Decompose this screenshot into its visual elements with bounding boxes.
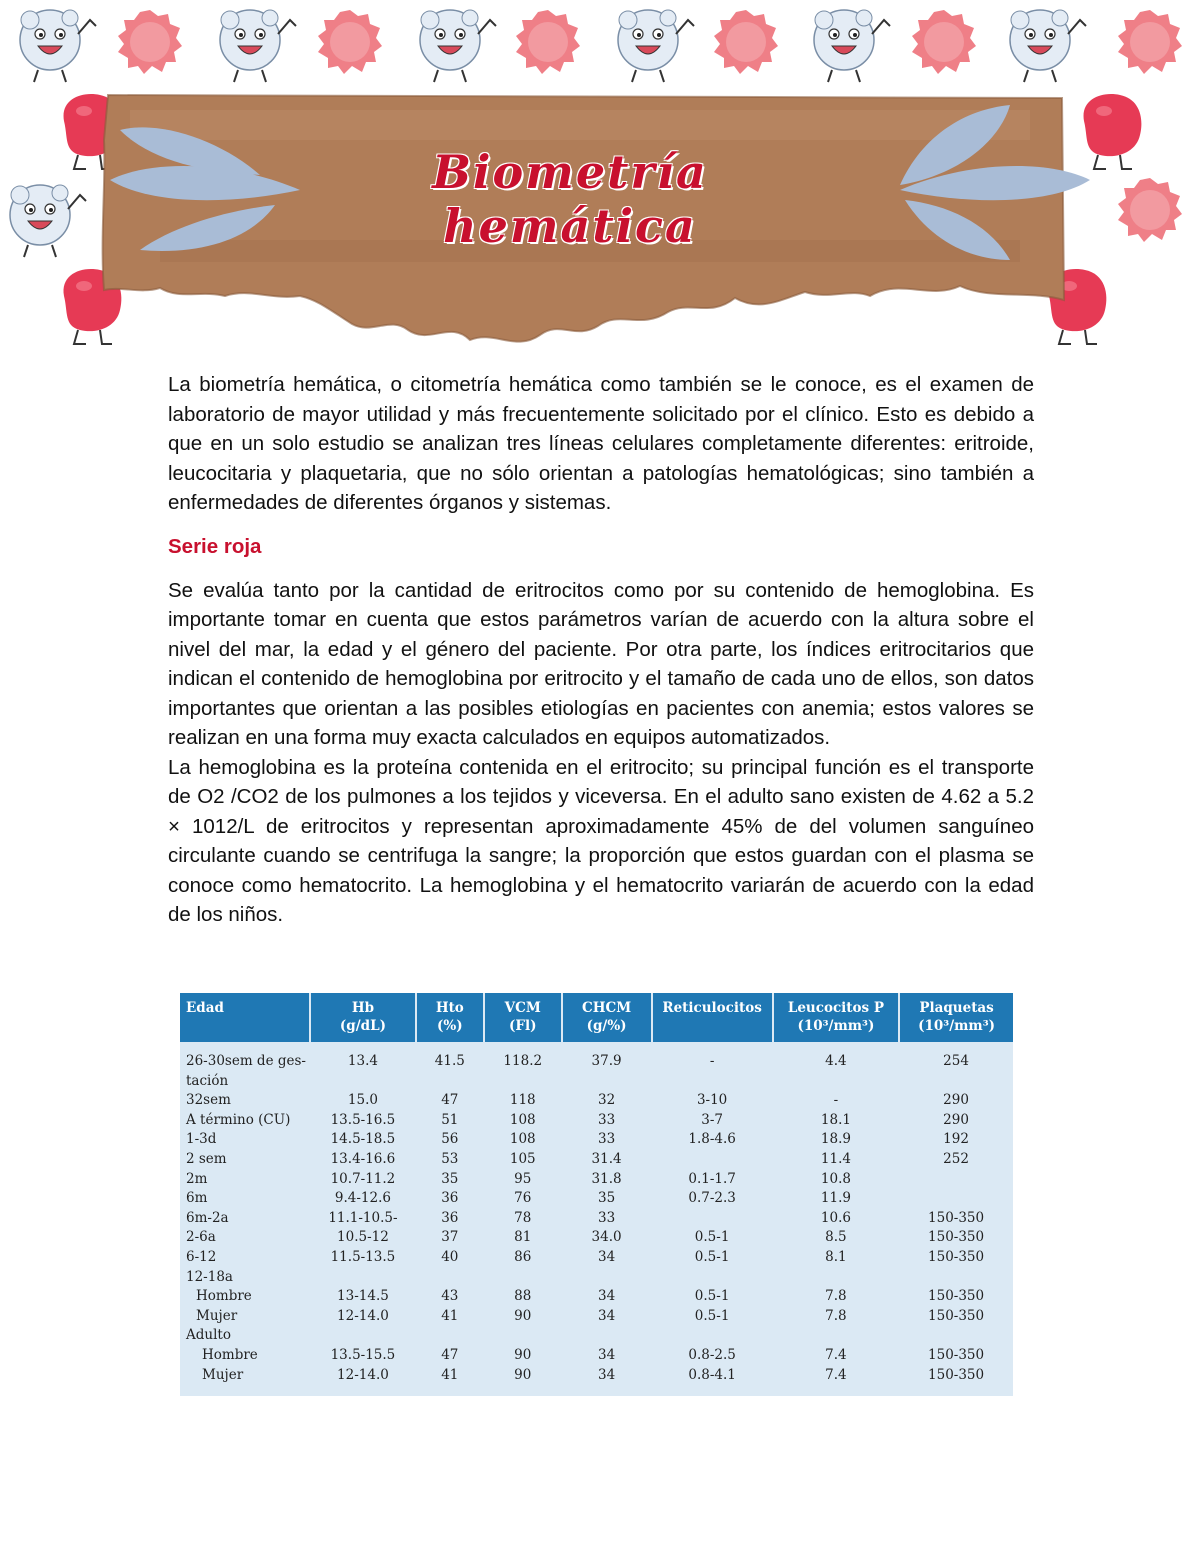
table-cell-edad: 26-30sem de ges- tación: [186, 1053, 306, 1089]
column-header-label: Hb: [351, 1000, 375, 1016]
table-cell-hb: 15.0: [347, 1092, 378, 1109]
table-cell-reticulocitos: 0.5-1: [694, 1229, 730, 1246]
table-cell-leucocitos: 4.4: [825, 1053, 847, 1069]
table-cell-plaquetas: 150-350: [928, 1288, 985, 1305]
table-cell-vcm: 90: [514, 1346, 532, 1363]
table-cell-edad: Hombre: [202, 1346, 258, 1363]
table-cell-hto: 51: [441, 1111, 459, 1128]
table-row: [180, 1170, 1013, 1190]
table-cell-chcm: 34: [597, 1346, 616, 1363]
table-cell-hto: [416, 1268, 484, 1288]
table-header-row: [180, 993, 1013, 1042]
table-cell-edad: A término (CU): [186, 1111, 291, 1128]
table-cell-vcm: 88: [514, 1288, 532, 1305]
table-cell-vcm: 90: [514, 1366, 532, 1383]
table-cell-hb: 11.1-10.5-: [328, 1209, 398, 1226]
table-cell-edad: 12-18a: [186, 1268, 233, 1285]
table-row: [180, 1130, 1013, 1150]
table-row: [180, 1307, 1013, 1327]
column-header-label: VCM: [504, 1000, 541, 1016]
table-cell-hb: [310, 1326, 416, 1346]
table-row: [180, 1111, 1013, 1131]
column-header-unit: (Fl): [509, 1018, 537, 1034]
table-cell-reticulocitos: 0.1-1.7: [688, 1170, 736, 1187]
table-cell-reticulocitos: [652, 1150, 773, 1170]
table-cell-hto: 47: [441, 1346, 459, 1363]
table-cell-edad: 1-3d: [186, 1131, 217, 1148]
table-cell-vcm: 81: [514, 1229, 532, 1246]
column-header-unit: (g/%): [586, 1018, 627, 1034]
table-cell-vcm: [484, 1268, 562, 1288]
table-cell-chcm: 33: [597, 1131, 616, 1148]
table-cell-leucocitos: [773, 1326, 899, 1346]
table-cell-edad: Mujer: [202, 1366, 244, 1383]
table-cell-leucocitos: 10.6: [820, 1209, 851, 1226]
table-cell-plaquetas: 290: [943, 1111, 969, 1128]
table-cell-hb: 12-14.0: [337, 1307, 389, 1324]
table-cell-edad: 6-12: [186, 1248, 217, 1265]
table-cell-hto: 36: [441, 1190, 459, 1207]
table-cell-reticulocitos: 0.8-2.5: [688, 1346, 736, 1363]
table-cell-reticulocitos: 1.8-4.6: [688, 1131, 736, 1148]
table-cell-vcm: 76: [514, 1190, 532, 1207]
table-cell-plaquetas: 150-350: [928, 1209, 985, 1226]
table-cell-hb: 13.4-16.6: [330, 1150, 396, 1167]
table-row: [180, 1150, 1013, 1170]
column-header-leucocitos: [773, 993, 899, 1042]
table-cell-hto: 37: [441, 1229, 459, 1246]
table-cell-chcm: 34: [597, 1307, 616, 1324]
table-row: [180, 1228, 1013, 1248]
table-cell-leucocitos: 7.8: [825, 1288, 847, 1305]
table-cell-chcm: 31.8: [591, 1170, 622, 1187]
table-cell-chcm: 34: [597, 1366, 616, 1383]
table-cell-leucocitos: 18.1: [820, 1111, 851, 1128]
table-cell-hb: 9.4-12.6: [334, 1190, 391, 1207]
table-cell-hto: 41: [441, 1307, 459, 1324]
table-cell-edad: 2 sem: [186, 1150, 227, 1167]
table-cell-hb: 10.5-12: [337, 1229, 389, 1246]
table-row: [180, 1189, 1013, 1209]
table-cell-chcm: 34.0: [591, 1229, 622, 1246]
table-cell-edad: Adulto: [186, 1327, 231, 1344]
table-row: [180, 1209, 1013, 1229]
table-cell-leucocitos: 11.9: [820, 1190, 851, 1207]
table-cell-hb: 12-14.0: [337, 1366, 389, 1383]
table-cell-vcm: 105: [509, 1150, 536, 1167]
column-header-unit: [657, 1017, 768, 1035]
table-cell-chcm: [562, 1268, 652, 1288]
table-cell-plaquetas: 150-350: [928, 1248, 985, 1265]
table-cell-hto: 53: [441, 1150, 459, 1167]
column-header-label: Hto: [435, 1000, 464, 1016]
table-cell-chcm: 31.4: [591, 1150, 622, 1167]
table-row: [180, 1091, 1013, 1111]
column-header-reticulocitos: [652, 993, 773, 1042]
table-cell-plaquetas: 150-350: [928, 1229, 985, 1246]
table-cell-plaquetas: 192: [943, 1131, 969, 1148]
table-row: [180, 1248, 1013, 1268]
column-header-unit: (%): [437, 1018, 463, 1034]
table-cell-leucocitos: 7.4: [825, 1346, 847, 1363]
table-cell-leucocitos: 10.8: [820, 1170, 851, 1187]
table-cell-leucocitos: 8.5: [825, 1229, 847, 1246]
table-cell-hb: 13-14.5: [337, 1288, 389, 1305]
table-cell-plaquetas: [899, 1326, 1013, 1346]
table-cell-vcm: 86: [514, 1248, 532, 1265]
table-cell-reticulocitos: [652, 1326, 773, 1346]
table-cell-vcm: 95: [514, 1170, 532, 1187]
table-cell-hb: 14.5-18.5: [330, 1131, 396, 1148]
table-cell-leucocitos: [773, 1268, 899, 1288]
table-cell-edad: Mujer: [196, 1307, 238, 1324]
table-cell-plaquetas: 252: [943, 1150, 969, 1167]
table-cell-vcm: 118.2: [503, 1053, 543, 1069]
table-cell-vcm: 108: [509, 1131, 536, 1148]
column-header-hb: [310, 993, 416, 1042]
table-cell-reticulocitos: 3-10: [696, 1092, 728, 1109]
table-cell-reticulocitos: -: [709, 1053, 715, 1069]
table-cell-hto: 41: [441, 1366, 459, 1383]
table-cell-vcm: [484, 1326, 562, 1346]
column-header-unit: (10³/mm³): [918, 1018, 996, 1034]
column-header-unit: (10³/mm³): [797, 1018, 875, 1034]
table-row: [180, 1346, 1013, 1366]
table-cell-edad: 2m: [186, 1170, 208, 1187]
column-header-label: Reticulocitos: [662, 1000, 762, 1016]
table-cell-reticulocitos: 0.5-1: [694, 1288, 730, 1305]
header-banner: [0, 0, 1200, 360]
column-header-label: Leucocitos P: [787, 1000, 884, 1016]
table-cell-hb: [310, 1268, 416, 1288]
table-cell-hto: 36: [441, 1209, 459, 1226]
reference-values-table: [180, 993, 1013, 1396]
document-body: [168, 370, 1034, 930]
table-cell-reticulocitos: 0.5-1: [694, 1248, 730, 1265]
table-cell-plaquetas: [899, 1189, 1013, 1209]
table-cell-edad: 6m-2a: [186, 1209, 229, 1226]
column-header-vcm: [484, 993, 562, 1042]
table-cell-plaquetas: 150-350: [928, 1366, 985, 1383]
table-cell-plaquetas: 290: [943, 1092, 969, 1109]
table-row: [180, 1287, 1013, 1307]
table-cell-hb: 13.5-16.5: [330, 1111, 396, 1128]
table-cell-edad: 32sem: [186, 1092, 231, 1109]
column-header-label: Edad: [186, 1000, 224, 1016]
table-cell-chcm: 37.9: [591, 1053, 622, 1069]
table-cell-chcm: 34: [597, 1248, 616, 1265]
table-cell-plaquetas: [899, 1268, 1013, 1288]
table-cell-edad: 6m: [186, 1190, 208, 1207]
table-cell-chcm: 33: [597, 1209, 616, 1226]
column-header-chcm: [562, 993, 652, 1042]
table-cell-leucocitos: 11.4: [820, 1150, 851, 1167]
table-cell-leucocitos: 7.8: [825, 1307, 847, 1324]
table-body: [180, 1042, 1013, 1385]
table-cell-reticulocitos: [652, 1268, 773, 1288]
table-cell-plaquetas: 150-350: [928, 1346, 985, 1363]
table-cell-hb: 13.4: [347, 1053, 378, 1069]
column-header-unit: (g/dL): [339, 1018, 386, 1034]
paragraph-serie-roja-1: Se evalúa tanto por la cantidad de eritrocitos como por su contenido de hemoglobina. Es importante tomar en cuenta que estos parámetros varían de acuerdo con la altura sobre el nivel del mar, la edad y el género del paciente. Por otra parte, los índices eritrocitarios que indican el contenido de hemoglobina por eritrocito y el tamaño de cada uno de ellos, son datos importantes que orientan a las posibles etiologías en pacientes con anemia; estos valores se realizan en una forma muy exacta calculados en equipos automatizados.: [168, 578, 1034, 749]
table-cell-leucocitos: 8.1: [825, 1248, 847, 1265]
table-row: [180, 1268, 1013, 1288]
column-header-hto: [416, 993, 484, 1042]
table-cell-chcm: 35: [597, 1190, 616, 1207]
table-cell-leucocitos: 7.4: [825, 1366, 847, 1383]
table-cell-vcm: 108: [509, 1111, 536, 1128]
table-cell-reticulocitos: 0.5-1: [694, 1307, 730, 1324]
table-cell-hb: 10.7-11.2: [330, 1170, 396, 1187]
table-cell-reticulocitos: [652, 1209, 773, 1229]
table-cell-hto: 47: [441, 1092, 459, 1109]
table-cell-chcm: [562, 1326, 652, 1346]
column-header-label: CHCM: [581, 1000, 632, 1016]
column-header-plaquetas: [899, 993, 1013, 1042]
table-cell-vcm: 78: [514, 1209, 532, 1226]
table-cell-leucocitos: -: [833, 1092, 839, 1109]
column-header-unit: [186, 1017, 305, 1035]
table-cell-hto: 40: [441, 1248, 459, 1265]
table-cell-hto: 35: [441, 1170, 459, 1187]
table-cell-chcm: 34: [597, 1288, 616, 1305]
table-cell-reticulocitos: 3-7: [701, 1111, 723, 1128]
table-cell-leucocitos: 18.9: [820, 1131, 851, 1148]
table-cell-plaquetas: 150-350: [928, 1307, 985, 1324]
table-row: [180, 1366, 1013, 1386]
table-cell-hto: [416, 1326, 484, 1346]
intro-paragraph: La biometría hemática, o citometría hemática como también se le conoce, es el examen de laboratorio de mayor utilidad y más frecuentemente solicitado por el clínico. Esto es debido a que en un solo estudio se analizan tres líneas celulares completamente diferentes: eritroide, leucocitaria y plaquetaria, que no sólo orientan a patologías hematológicas; sino también a enfermedades de diferentes órganos y sistemas.: [168, 373, 1034, 514]
table-cell-hb: 11.5-13.5: [330, 1248, 396, 1265]
paragraph-serie-roja-2: La hemoglobina es la proteína contenida en el eritrocito; su principal función es el transporte de O2 /CO2 de los pulmones a los tejidos y viceversa. En el adulto sano existen de 4.62 a 5.2 × 1012/L de eritrocitos y representan aproximadamente 45% de del volumen sanguíneo circulante cuando se centrifuga la sangre; la proporción que estos guardan con el plasma se conoce como hematocrito. La hemoglobina y el hematocrito variarán de acuerdo con la edad de los niños.: [168, 755, 1034, 926]
table-cell-vcm: 118: [509, 1092, 536, 1109]
table-header: [180, 993, 1013, 1042]
table-cell-plaquetas: [899, 1170, 1013, 1190]
table-row: [180, 1042, 1013, 1091]
table-cell-chcm: 32: [597, 1092, 616, 1109]
column-header-label: Plaquetas: [919, 1000, 994, 1016]
table-cell-edad: Hombre: [196, 1288, 252, 1305]
table-cell-plaquetas: 254: [943, 1053, 969, 1069]
column-header-edad: [180, 993, 310, 1042]
hematology-table: [180, 993, 1013, 1385]
table-cell-reticulocitos: 0.8-4.1: [688, 1366, 736, 1383]
table-cell-hb: 13.5-15.5: [330, 1346, 396, 1363]
section-heading: Serie roja: [168, 534, 262, 558]
table-cell-hto: 43: [441, 1288, 459, 1305]
table-cell-vcm: 90: [514, 1307, 532, 1324]
page-title: Biometría hemática: [432, 145, 708, 253]
table-cell-hto: 56: [441, 1131, 459, 1148]
table-cell-chcm: 33: [597, 1111, 616, 1128]
table-row: [180, 1326, 1013, 1346]
table-cell-edad: 2-6a: [186, 1229, 216, 1246]
table-cell-hto: 41.5: [434, 1053, 465, 1069]
table-cell-reticulocitos: 0.7-2.3: [688, 1190, 736, 1207]
